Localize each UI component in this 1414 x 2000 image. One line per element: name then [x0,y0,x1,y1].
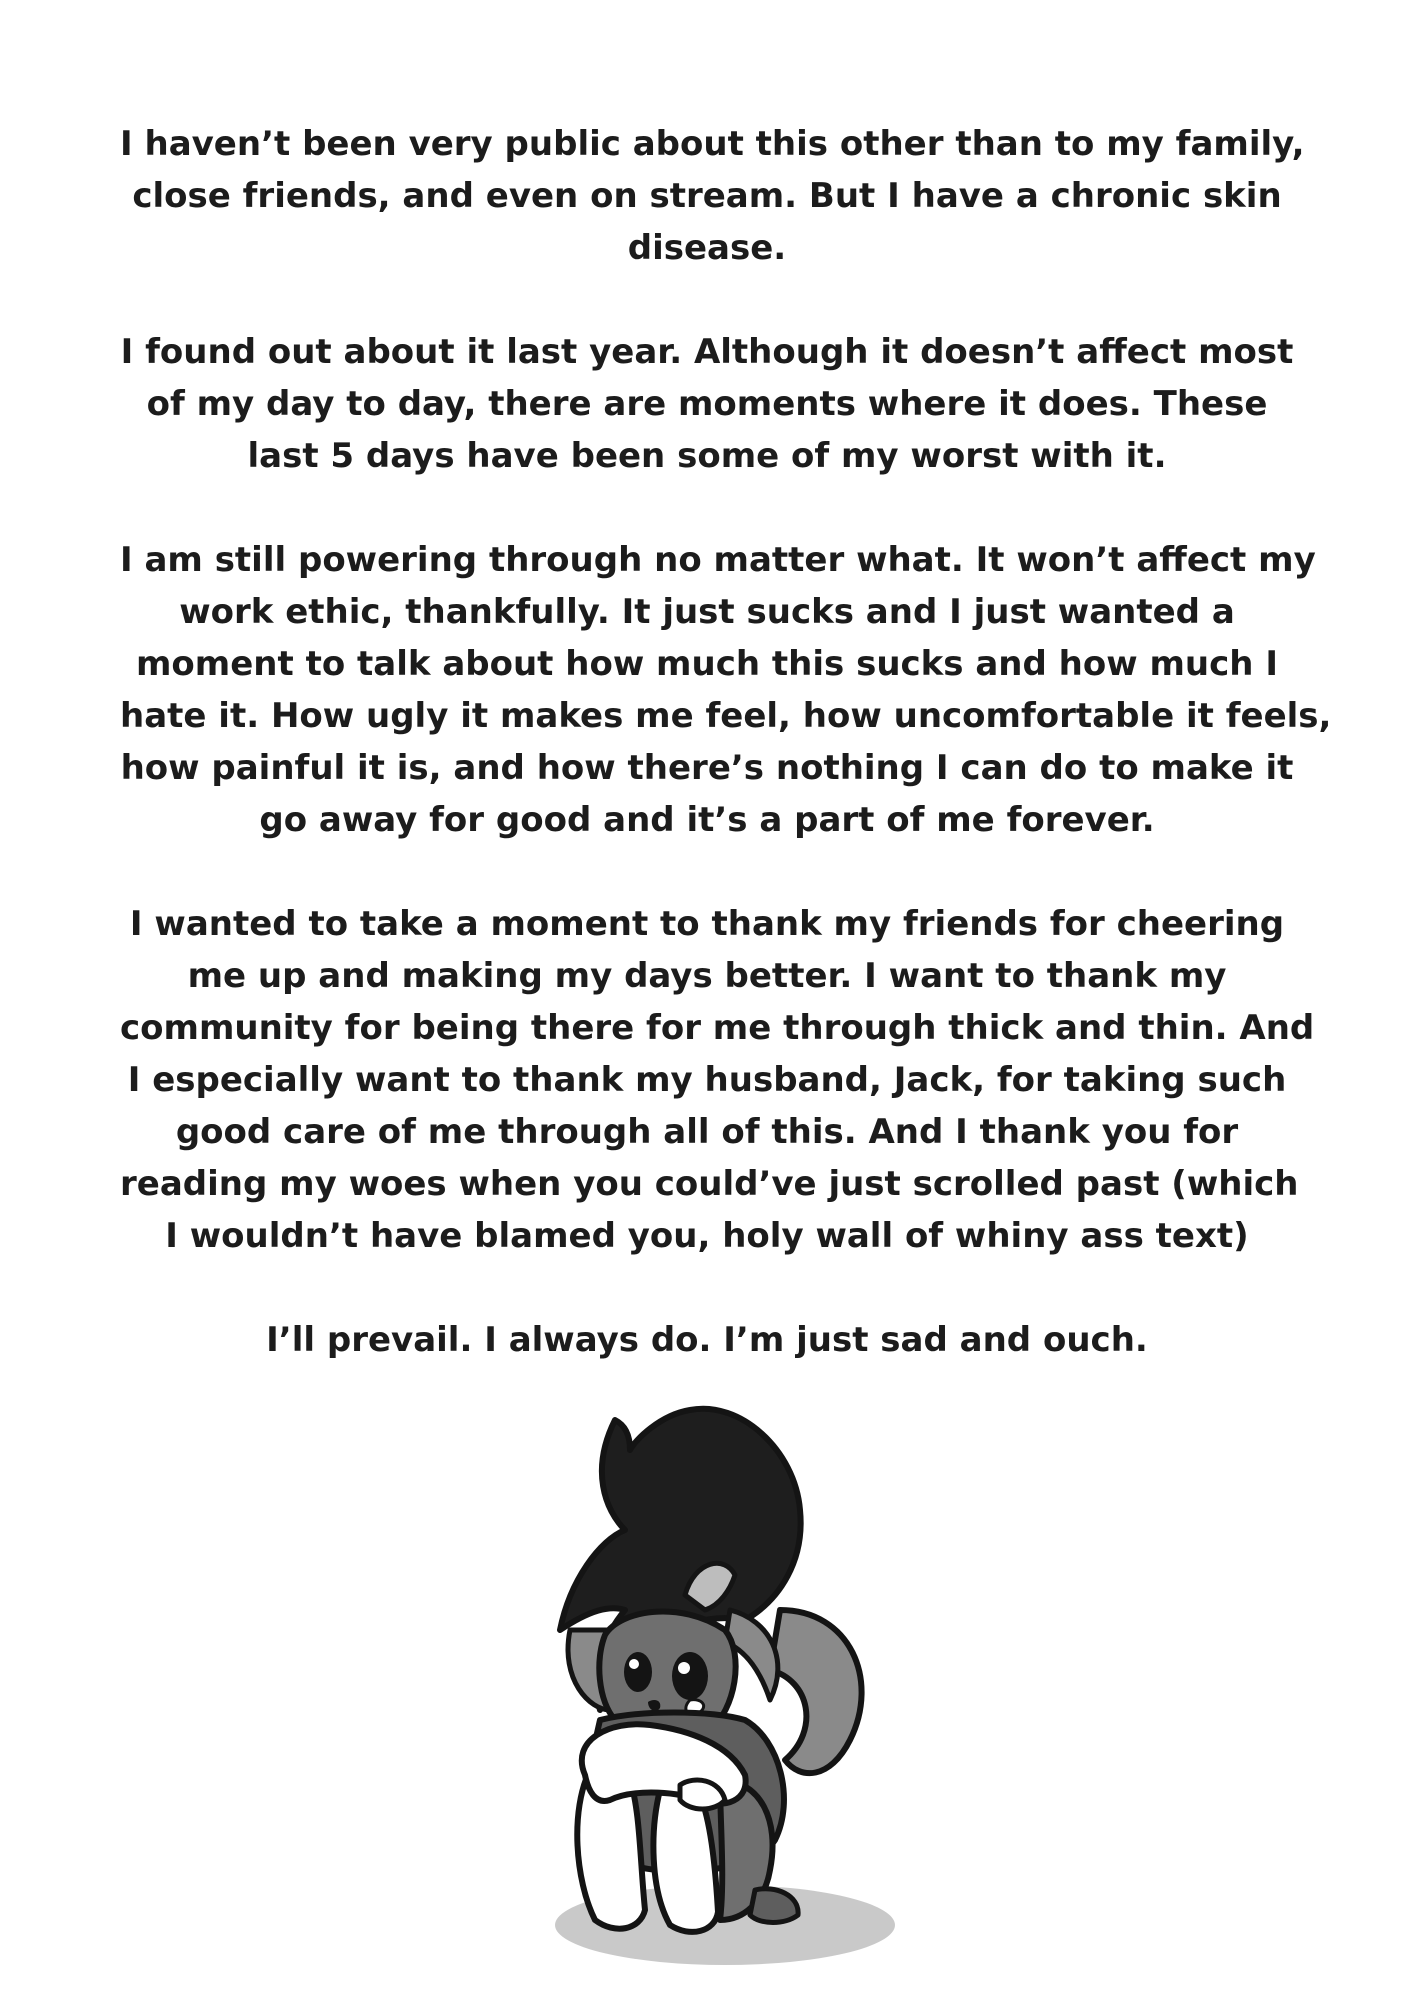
paragraph-1 [120,118,1305,274]
text-line: close friends, and even on stream. But I have a chronic skin [132,176,1282,216]
text-line: I’ll prevail. I always do. I’m just sad and ouch. [266,1320,1148,1360]
text-line: I found out about it last year. Although it doesn’t affect most [120,332,1294,372]
post-text [120,118,1332,1366]
paragraph-4 [120,898,1315,1262]
text-line: work ethic, thankfully. It just sucks and I just wanted a [179,592,1235,632]
paragraph-5 [120,1314,1294,1366]
eye-shine [629,1659,639,1669]
paragraph-2 [120,326,1294,482]
text-line: me up and making my days better. I want to thank my [187,956,1227,996]
text-line: I wanted to take a moment to thank my friends for cheering [129,904,1285,944]
text-line: community for being there for me through thick and thin. And [120,1008,1315,1048]
text-line: go away for good and it’s a part of me forever. [259,800,1155,840]
text-line: I am still powering through no matter what. It won’t affect my [120,540,1316,580]
text-line: last 5 days have been some of my worst with it. [247,436,1167,476]
eye-left [624,1652,652,1692]
text-line: I especially want to thank my husband, Jack, for taking such [127,1060,1287,1100]
text-line: moment to talk about how much this sucks and how much I [136,644,1278,684]
text-line: of my day to day, there are moments where it does. These [146,384,1268,424]
text-line: how painful it is, and how there’s nothing I can do to make it [120,748,1294,788]
text-line: I haven’t been very public about this other than to my family, [120,124,1305,164]
text-line: disease. [627,228,787,268]
sad-sitting-character-illustration [530,1380,900,1970]
text-line: I wouldn’t have blamed you, holy wall of whiny ass text) [165,1216,1249,1256]
text-line: good care of me through all of this. And I thank you for [175,1112,1239,1152]
eye-right [672,1652,708,1700]
text-line: hate it. How ugly it makes me feel, how uncomfortable it feels, [120,696,1332,736]
text-line: reading my woes when you could’ve just scrolled past (which [120,1164,1299,1204]
eye-shine [678,1662,690,1674]
tail [770,1610,862,1773]
paragraph-3 [120,534,1332,846]
